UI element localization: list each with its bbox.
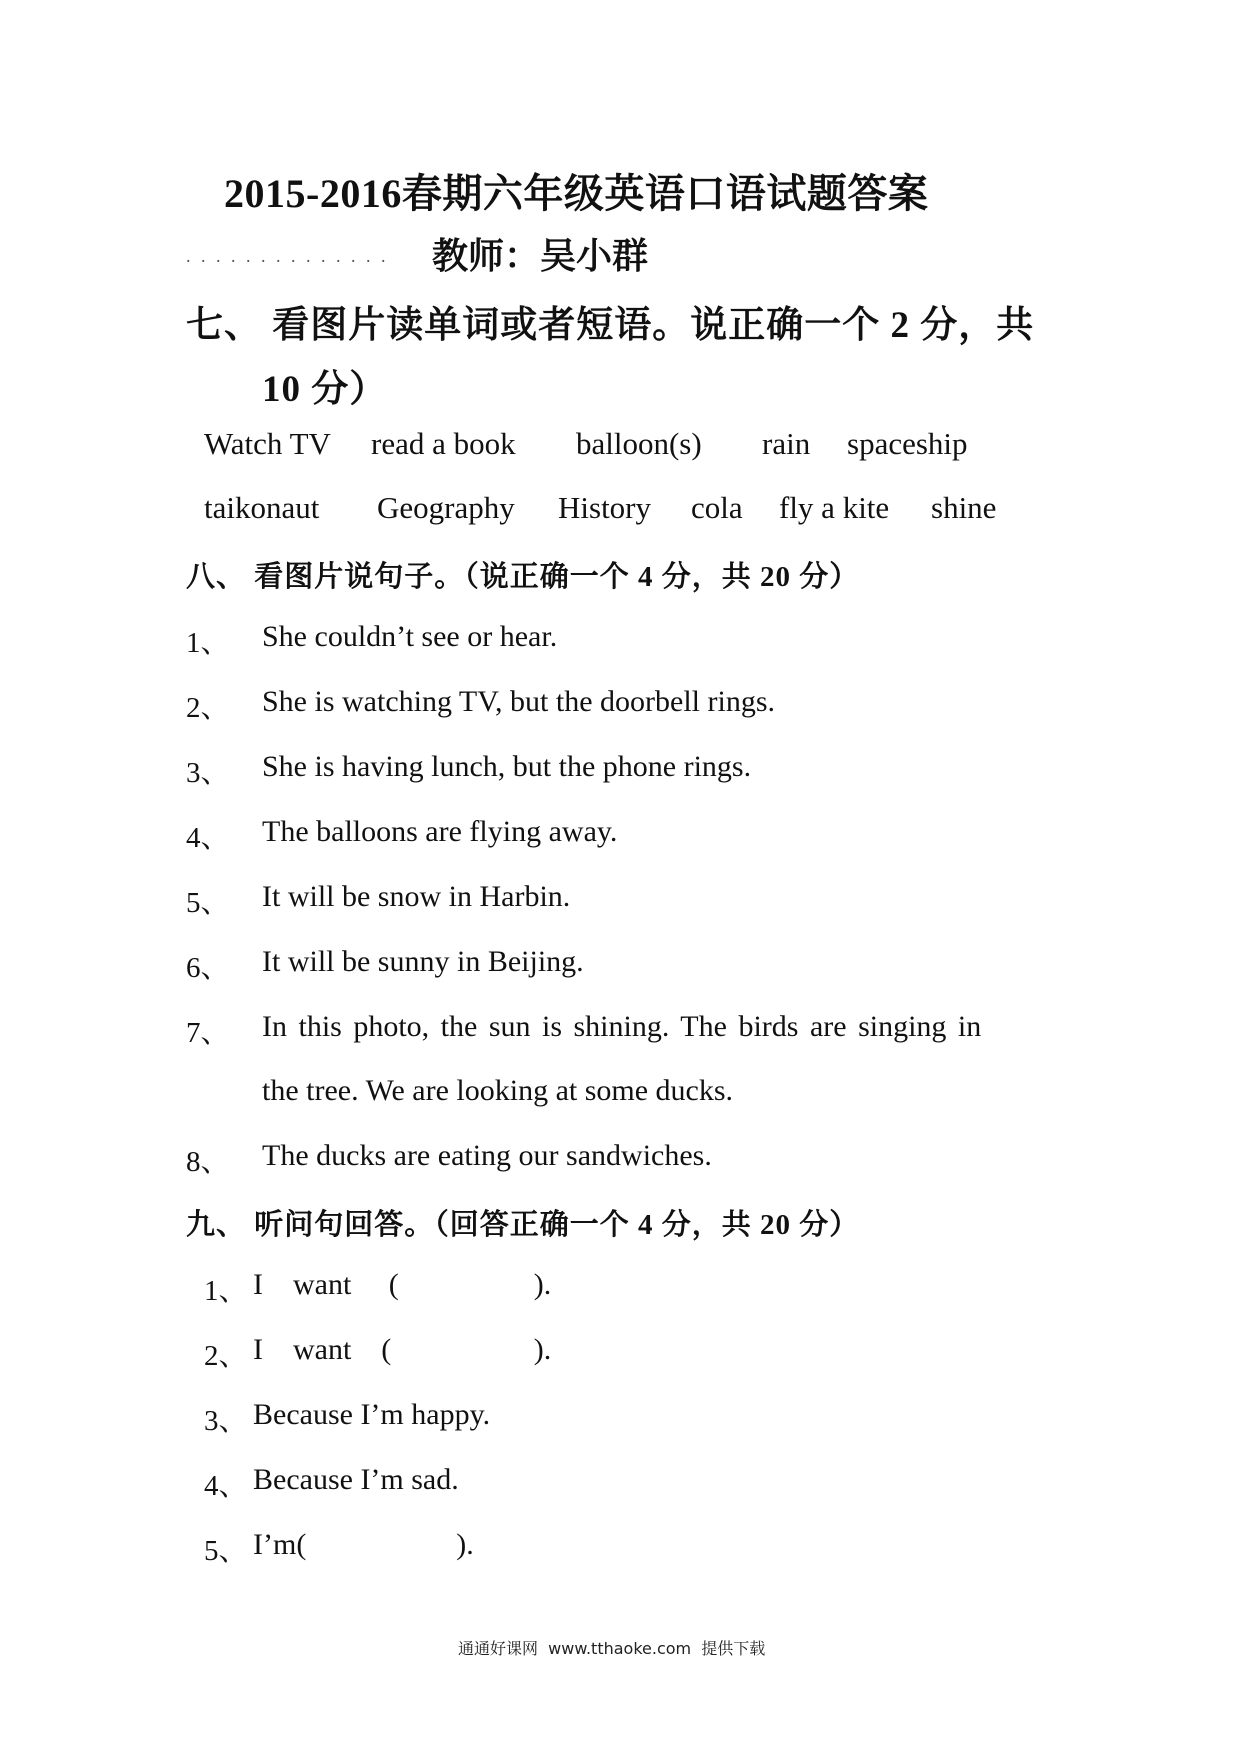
word-item: Watch TV	[204, 426, 331, 461]
word-item: balloon(s)	[576, 426, 702, 461]
list-item: Because I’m sad.	[253, 1463, 459, 1496]
word-item: cola	[691, 490, 743, 525]
word-item: fly a kite	[779, 490, 890, 525]
list-item: It will be snow in Harbin.	[262, 880, 571, 913]
section-7-heading-line2: 10 分）	[262, 369, 388, 410]
list-item: The balloons are flying away.	[262, 815, 618, 848]
list-item-num: 2、	[186, 692, 230, 724]
list-item: I want ( ).	[253, 1333, 552, 1366]
list-item-num: 3、	[186, 757, 230, 789]
footer-source: 通通好课网 www.tthaoke.com 提供下载	[458, 1639, 766, 1658]
word-item: taikonaut	[204, 490, 320, 525]
section-7-heading-line1: 七、 看图片读单词或者短语。说正确一个 2 分，共	[186, 305, 1035, 346]
list-item-num: 2、	[204, 1340, 248, 1372]
list-item-num: 6、	[186, 952, 230, 984]
list-item: The ducks are eating our sandwiches.	[262, 1139, 712, 1172]
list-item-num: 3、	[204, 1405, 248, 1437]
list-item: Because I’m happy.	[253, 1398, 491, 1431]
word-item: History	[558, 490, 651, 525]
list-item-continuation: the tree. We are looking at some ducks.	[262, 1074, 734, 1107]
list-item: In this photo, the sun is shining. The birds are singing in	[262, 1010, 982, 1043]
section-9-heading: 九、 听问句回答。（回答正确一个 4 分，共 20 分）	[186, 1209, 860, 1241]
list-item: I’m( ).	[253, 1528, 474, 1561]
list-item-num: 5、	[204, 1535, 248, 1567]
list-item: She is watching TV, but the doorbell rings.	[262, 685, 776, 718]
word-item: rain	[762, 426, 811, 461]
list-item: It will be sunny in Beijing.	[262, 945, 584, 978]
section-8-heading: 八、 看图片说句子。（说正确一个 4 分，共 20 分）	[186, 561, 860, 593]
word-item: spaceship	[847, 426, 968, 461]
list-item-num: 1、	[204, 1275, 248, 1307]
list-item-num: 8、	[186, 1146, 230, 1178]
word-item: shine	[931, 490, 997, 525]
list-item: She couldn’t see or hear.	[262, 620, 558, 653]
teacher-name: 教师：吴小群	[432, 236, 649, 276]
list-item-num: 4、	[186, 822, 230, 854]
word-item: Geography	[377, 490, 515, 525]
list-item: She is having lunch, but the phone rings.	[262, 750, 752, 783]
list-item-num: 1、	[186, 627, 230, 659]
list-item-num: 5、	[186, 887, 230, 919]
list-item: I want ( ).	[253, 1268, 552, 1301]
list-item-num: 7、	[186, 1017, 230, 1049]
list-item-num: 4、	[204, 1470, 248, 1502]
word-item: read a book	[371, 426, 516, 461]
dotted-leader: . . . . . . . . . . . . . .	[186, 246, 389, 266]
page-title: 2015-2016春期六年级英语口语试题答案	[224, 171, 929, 216]
